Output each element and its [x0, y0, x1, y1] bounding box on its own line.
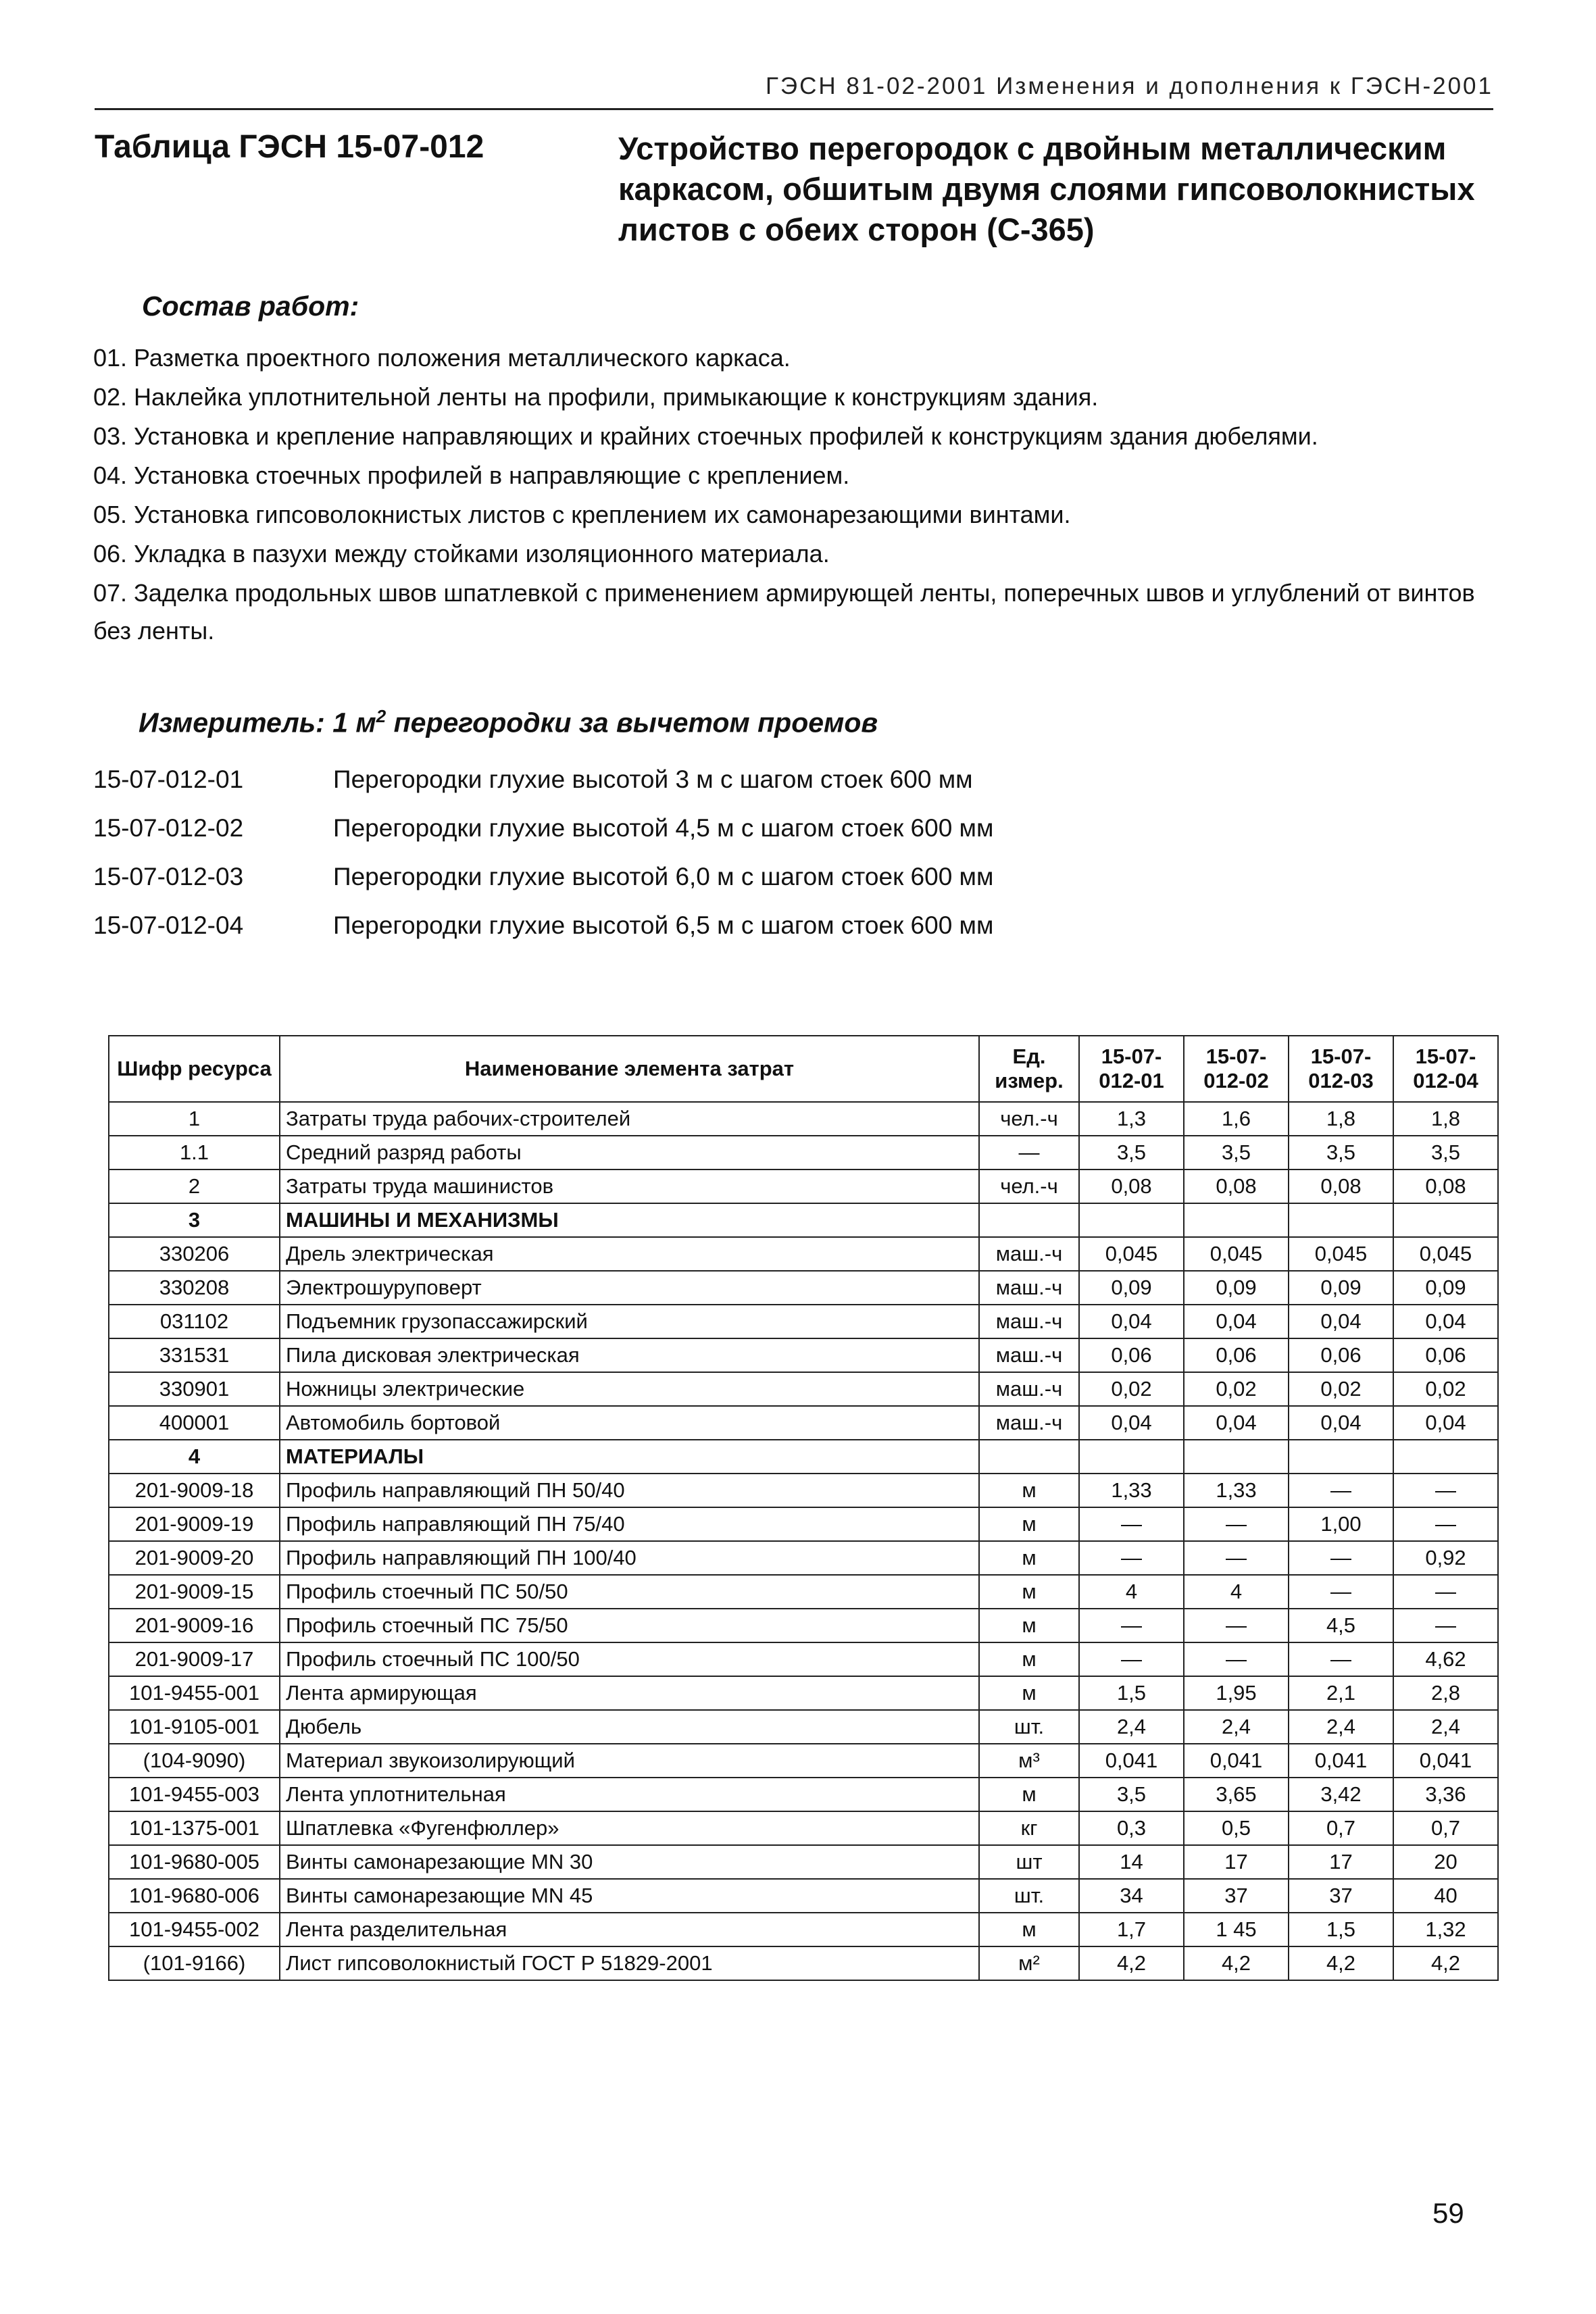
cell-unit: чел.-ч — [979, 1169, 1079, 1203]
cell-name: Дюбель — [280, 1710, 979, 1744]
cell-code: 101-9455-001 — [109, 1676, 280, 1710]
cell-code: 2 — [109, 1169, 280, 1203]
cell-value: 0,06 — [1184, 1338, 1289, 1372]
resource-table — [108, 1035, 1499, 1981]
cell-name: Автомобиль бортовой — [280, 1406, 979, 1440]
cell-value: 4,2 — [1289, 1946, 1393, 1980]
table-row — [109, 1642, 1498, 1676]
cell-value: 0,08 — [1289, 1169, 1393, 1203]
cell-value: 0,06 — [1393, 1338, 1498, 1372]
header-name: Наименование элемента затрат — [280, 1036, 979, 1102]
cell-value: 0,04 — [1289, 1305, 1393, 1338]
cell-value: 0,02 — [1289, 1372, 1393, 1406]
work-composition-list — [93, 339, 1505, 651]
cell-name: Винты самонарезающие MN 30 — [280, 1845, 979, 1879]
cell-code: 201-9009-17 — [109, 1642, 280, 1676]
cell-value: — — [1184, 1609, 1289, 1642]
cell-value: 3,5 — [1079, 1778, 1184, 1811]
cell-code: 330208 — [109, 1271, 280, 1305]
cell-unit: шт — [979, 1845, 1079, 1879]
cell-value: — — [1079, 1609, 1184, 1642]
cell-value: 4,2 — [1393, 1946, 1498, 1980]
cell-value: 0,04 — [1184, 1406, 1289, 1440]
cell-value: — — [1289, 1541, 1393, 1575]
cell-unit: кг — [979, 1811, 1079, 1845]
cell-name: Шпатлевка «Фугенфюллер» — [280, 1811, 979, 1845]
cell-value — [1184, 1440, 1289, 1474]
cell-name: Профиль направляющий ПН 75/40 — [280, 1507, 979, 1541]
table-row — [109, 1778, 1498, 1811]
table-row — [109, 1474, 1498, 1507]
cell-name: Средний разряд работы — [280, 1136, 979, 1169]
cell-value — [1289, 1440, 1393, 1474]
table-header-row — [109, 1036, 1498, 1102]
work-item: 01. Разметка проектного положения металлического каркаса. — [93, 344, 791, 372]
table-row — [109, 1710, 1498, 1744]
header-col-1: 15-07-012-01 — [1079, 1036, 1184, 1102]
table-row — [109, 1744, 1498, 1778]
norm-code: 15-07-012-02 — [93, 814, 244, 842]
cell-code: (104-9090) — [109, 1744, 280, 1778]
cell-value: 0,045 — [1184, 1237, 1289, 1271]
cell-unit — [979, 1440, 1079, 1474]
cell-value — [1079, 1203, 1184, 1237]
cell-value: 2,4 — [1079, 1710, 1184, 1744]
cell-unit: шт. — [979, 1710, 1079, 1744]
work-item: 06. Укладка в пазухи между стойками изоляционного материала. — [93, 540, 830, 568]
cell-value: 0,92 — [1393, 1541, 1498, 1575]
cell-unit: м — [979, 1913, 1079, 1946]
cell-value: 0,04 — [1289, 1406, 1393, 1440]
cell-value: 17 — [1289, 1845, 1393, 1879]
cell-unit: маш.-ч — [979, 1271, 1079, 1305]
cell-value: 0,08 — [1393, 1169, 1498, 1203]
work-item: 04. Установка стоечных профилей в направляющие с креплением. — [93, 461, 850, 489]
cell-value: 0,04 — [1184, 1305, 1289, 1338]
cell-name: Материал звукоизолирующий — [280, 1744, 979, 1778]
cell-value: 0,06 — [1289, 1338, 1393, 1372]
table-row — [109, 1169, 1498, 1203]
cell-value: — — [1393, 1507, 1498, 1541]
table-row — [109, 1271, 1498, 1305]
cell-unit: маш.-ч — [979, 1406, 1079, 1440]
cell-value: 2,4 — [1393, 1710, 1498, 1744]
table-row — [109, 1913, 1498, 1946]
cell-unit: м — [979, 1575, 1079, 1609]
cell-code: 331531 — [109, 1338, 280, 1372]
table-row — [109, 1879, 1498, 1913]
cell-value: — — [1184, 1642, 1289, 1676]
cell-value: 4,62 — [1393, 1642, 1498, 1676]
cell-name: Ножницы электрические — [280, 1372, 979, 1406]
cell-value: — — [1289, 1474, 1393, 1507]
cell-value: 20 — [1393, 1845, 1498, 1879]
work-item: 05. Установка гипсоволокнистых листов с креплением их самонарезающими винтами. — [93, 501, 1071, 528]
cell-value: 0,045 — [1393, 1237, 1498, 1271]
cell-value: 0,04 — [1079, 1305, 1184, 1338]
table-row — [109, 1946, 1498, 1980]
cell-value: — — [1184, 1507, 1289, 1541]
cell-value: — — [1289, 1642, 1393, 1676]
cell-unit: м — [979, 1541, 1079, 1575]
cell-unit: чел.-ч — [979, 1102, 1079, 1136]
cell-name: МАШИНЫ И МЕХАНИЗМЫ — [280, 1203, 979, 1237]
cell-unit: м — [979, 1609, 1079, 1642]
cell-code: 400001 — [109, 1406, 280, 1440]
cell-value: 0,041 — [1184, 1744, 1289, 1778]
cell-code: 1 — [109, 1102, 280, 1136]
cell-value: 0,7 — [1393, 1811, 1498, 1845]
cell-code: (101-9166) — [109, 1946, 280, 1980]
header-rule — [95, 108, 1493, 110]
table-row — [109, 1676, 1498, 1710]
cell-value: 1,8 — [1289, 1102, 1393, 1136]
table-row — [109, 1237, 1498, 1271]
cell-name: Лента уплотнительная — [280, 1778, 979, 1811]
cell-value: 1,3 — [1079, 1102, 1184, 1136]
cell-unit: м³ — [979, 1744, 1079, 1778]
table-row — [109, 1136, 1498, 1169]
cell-value: 4,2 — [1184, 1946, 1289, 1980]
header-col-3: 15-07-012-03 — [1289, 1036, 1393, 1102]
table-row — [109, 1338, 1498, 1372]
table-label: Таблица ГЭСН 15-07-012 — [95, 129, 484, 165]
cell-value: 3,5 — [1079, 1136, 1184, 1169]
cell-unit: шт. — [979, 1879, 1079, 1913]
norm-code: 15-07-012-03 — [93, 863, 244, 890]
cell-value: 17 — [1184, 1845, 1289, 1879]
cell-value: 0,04 — [1393, 1305, 1498, 1338]
cell-value: 0,041 — [1393, 1744, 1498, 1778]
cell-code: 101-9680-005 — [109, 1845, 280, 1879]
cell-name: Профиль стоечный ПС 75/50 — [280, 1609, 979, 1642]
table-row — [109, 1305, 1498, 1338]
cell-name: Лист гипсоволокнистый ГОСТ Р 51829-2001 — [280, 1946, 979, 1980]
cell-value: — — [1079, 1642, 1184, 1676]
cell-value: 0,09 — [1393, 1271, 1498, 1305]
cell-value: 4,2 — [1079, 1946, 1184, 1980]
cell-value — [1393, 1440, 1498, 1474]
table-title: Устройство перегородок с двойным металлическим каркасом, обшитым двумя слоями гипсоволокнистых листов с обеих сторон (С-365) — [618, 130, 1475, 247]
cell-value: — — [1184, 1541, 1289, 1575]
cell-name: Пила дисковая электрическая — [280, 1338, 979, 1372]
cell-code: 101-9105-001 — [109, 1710, 280, 1744]
page-number: 59 — [1432, 2197, 1464, 2229]
cell-value: — — [1079, 1541, 1184, 1575]
cell-unit: м — [979, 1474, 1079, 1507]
cell-code: 201-9009-18 — [109, 1474, 280, 1507]
norm-description: Перегородки глухие высотой 3 м с шагом стоек 600 мм — [333, 765, 973, 793]
cell-value: 0,3 — [1079, 1811, 1184, 1845]
cell-value: 2,4 — [1184, 1710, 1289, 1744]
cell-value: 4,5 — [1289, 1609, 1393, 1642]
cell-code: 101-9680-006 — [109, 1879, 280, 1913]
cell-code: 101-1375-001 — [109, 1811, 280, 1845]
cell-value: — — [1393, 1575, 1498, 1609]
measure-suffix: перегородки за вычетом проемов — [386, 707, 878, 738]
cell-unit: маш.-ч — [979, 1372, 1079, 1406]
cell-unit: м — [979, 1676, 1079, 1710]
cell-name: Лента армирующая — [280, 1676, 979, 1710]
cell-value: 1,33 — [1079, 1474, 1184, 1507]
cell-unit: м² — [979, 1946, 1079, 1980]
cell-unit: маш.-ч — [979, 1305, 1079, 1338]
header-code: Шифр ресурса — [109, 1036, 280, 1102]
cell-value: 34 — [1079, 1879, 1184, 1913]
cell-value: 1 45 — [1184, 1913, 1289, 1946]
cell-value: 4 — [1184, 1575, 1289, 1609]
cell-code: 330901 — [109, 1372, 280, 1406]
norm-description: Перегородки глухие высотой 6,5 м с шагом стоек 600 мм — [333, 911, 994, 939]
cell-name: Электрошуруповерт — [280, 1271, 979, 1305]
cell-value: 3,42 — [1289, 1778, 1393, 1811]
table-section-row — [109, 1203, 1498, 1237]
cell-value: 0,5 — [1184, 1811, 1289, 1845]
cell-unit: м — [979, 1778, 1079, 1811]
cell-name: Лента разделительная — [280, 1913, 979, 1946]
cell-value: 1,6 — [1184, 1102, 1289, 1136]
running-header: ГЭСН 81-02-2001 Изменения и дополнения к ГЭСН-2001 — [765, 73, 1493, 99]
cell-value: 3,5 — [1289, 1136, 1393, 1169]
norm-code-row — [93, 853, 1377, 901]
cell-name: Затраты труда машинистов — [280, 1169, 979, 1203]
measure-unit — [139, 706, 878, 739]
cell-name: Профиль направляющий ПН 50/40 — [280, 1474, 979, 1507]
cell-value: 0,02 — [1079, 1372, 1184, 1406]
cell-value: 1,00 — [1289, 1507, 1393, 1541]
cell-value: 2,4 — [1289, 1710, 1393, 1744]
cell-value: 37 — [1184, 1879, 1289, 1913]
cell-value: 2,8 — [1393, 1676, 1498, 1710]
cell-name: Дрель электрическая — [280, 1237, 979, 1271]
cell-unit: м — [979, 1642, 1079, 1676]
table-row — [109, 1575, 1498, 1609]
cell-code: 101-9455-003 — [109, 1778, 280, 1811]
cell-value: 0,06 — [1079, 1338, 1184, 1372]
cell-value: 3,5 — [1393, 1136, 1498, 1169]
cell-unit: маш.-ч — [979, 1237, 1079, 1271]
cell-value: 0,08 — [1079, 1169, 1184, 1203]
cell-code: 330206 — [109, 1237, 280, 1271]
norm-codes-list — [93, 755, 1377, 950]
cell-value — [1393, 1203, 1498, 1237]
cell-value: 0,04 — [1079, 1406, 1184, 1440]
table-row — [109, 1372, 1498, 1406]
cell-name: Затраты труда рабочих-строителей — [280, 1102, 979, 1136]
cell-code: 201-9009-19 — [109, 1507, 280, 1541]
cell-unit: — — [979, 1136, 1079, 1169]
cell-name: Профиль стоечный ПС 100/50 — [280, 1642, 979, 1676]
norm-code: 15-07-012-01 — [93, 765, 244, 793]
cell-value: 2,1 — [1289, 1676, 1393, 1710]
table-section-row — [109, 1440, 1498, 1474]
norm-description: Перегородки глухие высотой 6,0 м с шагом стоек 600 мм — [333, 863, 994, 890]
cell-value: 3,36 — [1393, 1778, 1498, 1811]
cell-name: Подъемник грузопассажирский — [280, 1305, 979, 1338]
cell-value — [1079, 1440, 1184, 1474]
cell-value: — — [1393, 1474, 1498, 1507]
work-item: 07. Заделка продольных швов шпатлевкой с применением армирующей ленты, поперечных швов и углублений от винтов без ленты. — [93, 579, 1475, 645]
cell-value: 0,7 — [1289, 1811, 1393, 1845]
cell-code: 201-9009-16 — [109, 1609, 280, 1642]
cell-unit: маш.-ч — [979, 1338, 1079, 1372]
cell-value: 0,04 — [1393, 1406, 1498, 1440]
table-row — [109, 1507, 1498, 1541]
cell-value: 3,65 — [1184, 1778, 1289, 1811]
measure-sup: 2 — [376, 706, 386, 726]
cell-value: 0,09 — [1079, 1271, 1184, 1305]
cell-name: Профиль направляющий ПН 100/40 — [280, 1541, 979, 1575]
cell-code: 1.1 — [109, 1136, 280, 1169]
cell-code: 201-9009-20 — [109, 1541, 280, 1575]
cell-value: — — [1289, 1575, 1393, 1609]
cell-value: 1,95 — [1184, 1676, 1289, 1710]
cell-name: Профиль стоечный ПС 50/50 — [280, 1575, 979, 1609]
cell-value — [1289, 1203, 1393, 1237]
cell-value: 14 — [1079, 1845, 1184, 1879]
table-row — [109, 1406, 1498, 1440]
table-row — [109, 1609, 1498, 1642]
cell-code: 4 — [109, 1440, 280, 1474]
cell-value: 3,5 — [1184, 1136, 1289, 1169]
cell-value: 0,045 — [1289, 1237, 1393, 1271]
norm-code: 15-07-012-04 — [93, 911, 244, 939]
table-row — [109, 1811, 1498, 1845]
norm-description: Перегородки глухие высотой 4,5 м с шагом стоек 600 мм — [333, 814, 994, 842]
cell-value: 0,041 — [1289, 1744, 1393, 1778]
measure-prefix: Измеритель: 1 м — [139, 707, 376, 738]
cell-value: 1,5 — [1079, 1676, 1184, 1710]
cell-value: 37 — [1289, 1879, 1393, 1913]
cell-value: 1,32 — [1393, 1913, 1498, 1946]
cell-code: 101-9455-002 — [109, 1913, 280, 1946]
cell-value: 0,08 — [1184, 1169, 1289, 1203]
table-row — [109, 1102, 1498, 1136]
cell-value: 1,7 — [1079, 1913, 1184, 1946]
cell-code: 201-9009-15 — [109, 1575, 280, 1609]
cell-code: 031102 — [109, 1305, 280, 1338]
norm-code-row — [93, 755, 1377, 804]
cell-value: 0,09 — [1289, 1271, 1393, 1305]
cell-name: МАТЕРИАЛЫ — [280, 1440, 979, 1474]
table-row — [109, 1541, 1498, 1575]
cell-value: 0,02 — [1393, 1372, 1498, 1406]
table-row — [109, 1845, 1498, 1879]
cell-unit — [979, 1203, 1079, 1237]
resource-table-body — [109, 1102, 1498, 1980]
cell-value: 1,8 — [1393, 1102, 1498, 1136]
cell-value: — — [1393, 1609, 1498, 1642]
cell-value — [1184, 1203, 1289, 1237]
cell-value: 0,041 — [1079, 1744, 1184, 1778]
work-composition-heading: Состав работ: — [142, 291, 359, 322]
work-item: 03. Установка и крепление направляющих и крайних стоечных профилей к конструкциям здания дюбелями. — [93, 422, 1318, 450]
norm-code-row — [93, 901, 1377, 950]
cell-value: 0,045 — [1079, 1237, 1184, 1271]
cell-value: 0,09 — [1184, 1271, 1289, 1305]
cell-name: Винты самонарезающие MN 45 — [280, 1879, 979, 1913]
cell-value: 4 — [1079, 1575, 1184, 1609]
norm-code-row — [93, 804, 1377, 853]
cell-value: 40 — [1393, 1879, 1498, 1913]
cell-value: — — [1079, 1507, 1184, 1541]
cell-value: 1,5 — [1289, 1913, 1393, 1946]
header-col-4: 15-07-012-04 — [1393, 1036, 1498, 1102]
header-col-2: 15-07-012-02 — [1184, 1036, 1289, 1102]
cell-unit: м — [979, 1507, 1079, 1541]
header-unit: Ед. измер. — [979, 1036, 1079, 1102]
cell-value: 1,33 — [1184, 1474, 1289, 1507]
cell-value: 0,02 — [1184, 1372, 1289, 1406]
work-item: 02. Наклейка уплотнительной ленты на профили, примыкающие к конструкциям здания. — [93, 383, 1099, 411]
cell-code: 3 — [109, 1203, 280, 1237]
